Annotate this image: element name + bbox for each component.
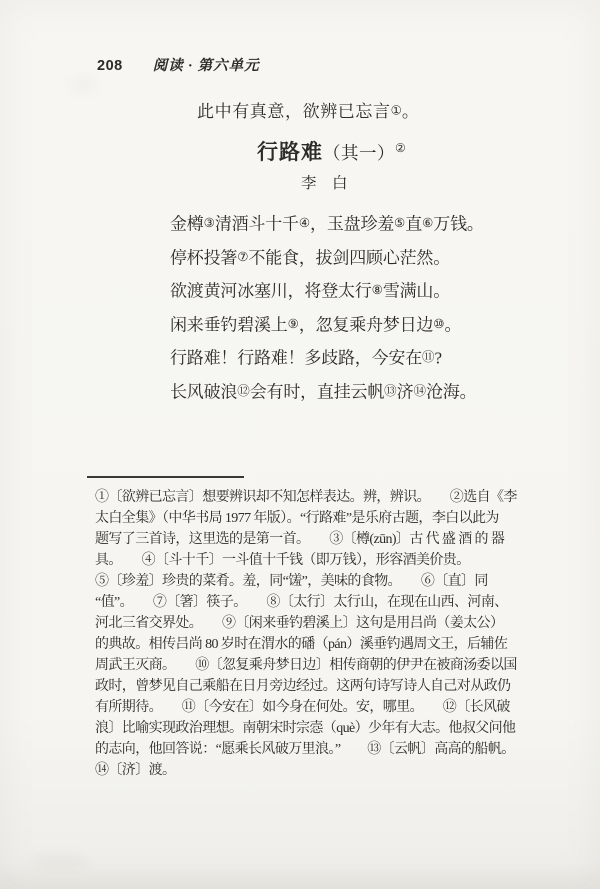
note-ref-mark: ⑫ [237, 383, 250, 398]
poem-title-row [257, 136, 406, 166]
footnote-line: 浪〕比喻实现政治理想。南朝宋时宗悫（què）少年有大志。他叔父问他 [95, 721, 516, 736]
scan-smudge [70, 80, 96, 90]
footnote-line: ⑤〔珍羞〕珍贵的菜肴。羞，同“馐”，美味的食物。 ⑥〔直〕同 [95, 574, 488, 589]
page-header [97, 54, 260, 75]
note-ref-mark: ⑭ [413, 383, 426, 398]
previous-poem-closing-line: 此中有真意，欲辨已忘言①。 [197, 102, 420, 121]
footnote-line: ①〔欲辨已忘言〕想要辨识却不知怎样表达。辨，辨识。 ②选自《李 [95, 490, 517, 505]
footnote-line: 的志向，他回答说：“愿乘长风破万里浪。” ⑬〔云帆〕高高的船帆。 [95, 742, 515, 757]
note-ref-mark: ④ [298, 216, 311, 230]
poem-line: 闲来垂钓碧溪上⑨，忽复乘舟梦日边⑩。 [170, 315, 462, 334]
footnote-line: 的典故。相传吕尚 80 岁时在渭水的磻（pán）溪垂钓遇周文王，后辅佐 [95, 637, 508, 652]
poem-line: 行路难！行路难！多歧路，今安在⑪? [170, 348, 442, 368]
footnote-line: ⑭〔济〕渡。 [95, 763, 176, 778]
poem-line: 欲渡黄河冰塞川，将登太行⑧雪满山。 [170, 281, 451, 301]
note-ref-mark: ⑧ [371, 283, 383, 297]
poem-title-subtitle: （其一） [323, 143, 395, 163]
note-ref-mark: ① [390, 103, 402, 118]
footnote-line: “值”。 ⑦〔箸〕筷子。 ⑧〔太行〕太行山，在现在山西、河南、 [95, 595, 508, 610]
footnote-line: 政时，曾梦见自己乘船在日月旁边经过。这两句诗写诗人自己对从政仍 [95, 679, 511, 694]
note-ref-mark: ⑦ [237, 249, 249, 264]
section-title: 阅读 · 第六单元 [152, 58, 260, 74]
footnote-line: 周武王灭商。 ⑩〔忽复乘舟梦日边〕相传商朝的伊尹在被商汤委以国 [95, 658, 517, 673]
footnotes-block [95, 487, 525, 781]
poem-line: 金樽③清酒斗十千④，玉盘珍羞⑤直⑥万钱。 [170, 214, 484, 234]
footnote-line: 有所期待。 ⑪〔今安在〕如今身在何处。安，哪里。 ⑫〔长风破 [95, 700, 510, 715]
footnote-line: 河北三省交界处。 ⑨〔闲来垂钓碧溪上〕这句是用吕尚（姜太公） [95, 616, 504, 631]
scan-smudge [30, 855, 90, 869]
note-ref-mark: ⑨ [287, 316, 299, 331]
footnote-line: 具。 ④〔斗十千〕一斗值十千钱（即万钱），形容酒美价贵。 [95, 553, 470, 568]
note-ref-mark: ③ [203, 216, 215, 230]
poem-body [170, 207, 484, 408]
note-ref-mark: ⑩ [433, 316, 445, 331]
poem-author: 李 白 [301, 175, 348, 192]
note-ref-mark: ⑥ [422, 216, 434, 230]
poem-line: 长风破浪⑫会有时，直挂云帆⑬济⑭沧海。 [170, 382, 477, 401]
footnote-divider [87, 476, 244, 478]
note-ref-mark: ⑬ [384, 383, 397, 398]
poem-line: 停杯投箸⑦不能食，拔剑四顾心茫然。 [170, 248, 451, 267]
poem-title-note-ref: ② [395, 141, 406, 155]
page-number: 208 [97, 58, 123, 74]
note-ref-mark: ⑤ [394, 216, 406, 230]
footnote-line: 题写了三首诗，这里选的是第一首。 ③〔樽(zūn)〕古 代 盛 酒 的 器 [95, 532, 505, 547]
poem-title: 行路难 [257, 141, 323, 164]
note-ref-mark: ⑪ [422, 350, 435, 364]
footnote-line: 太白全集》（中华书局 1977 年版）。“行路难”是乐府古题，李白以此为 [95, 511, 499, 526]
